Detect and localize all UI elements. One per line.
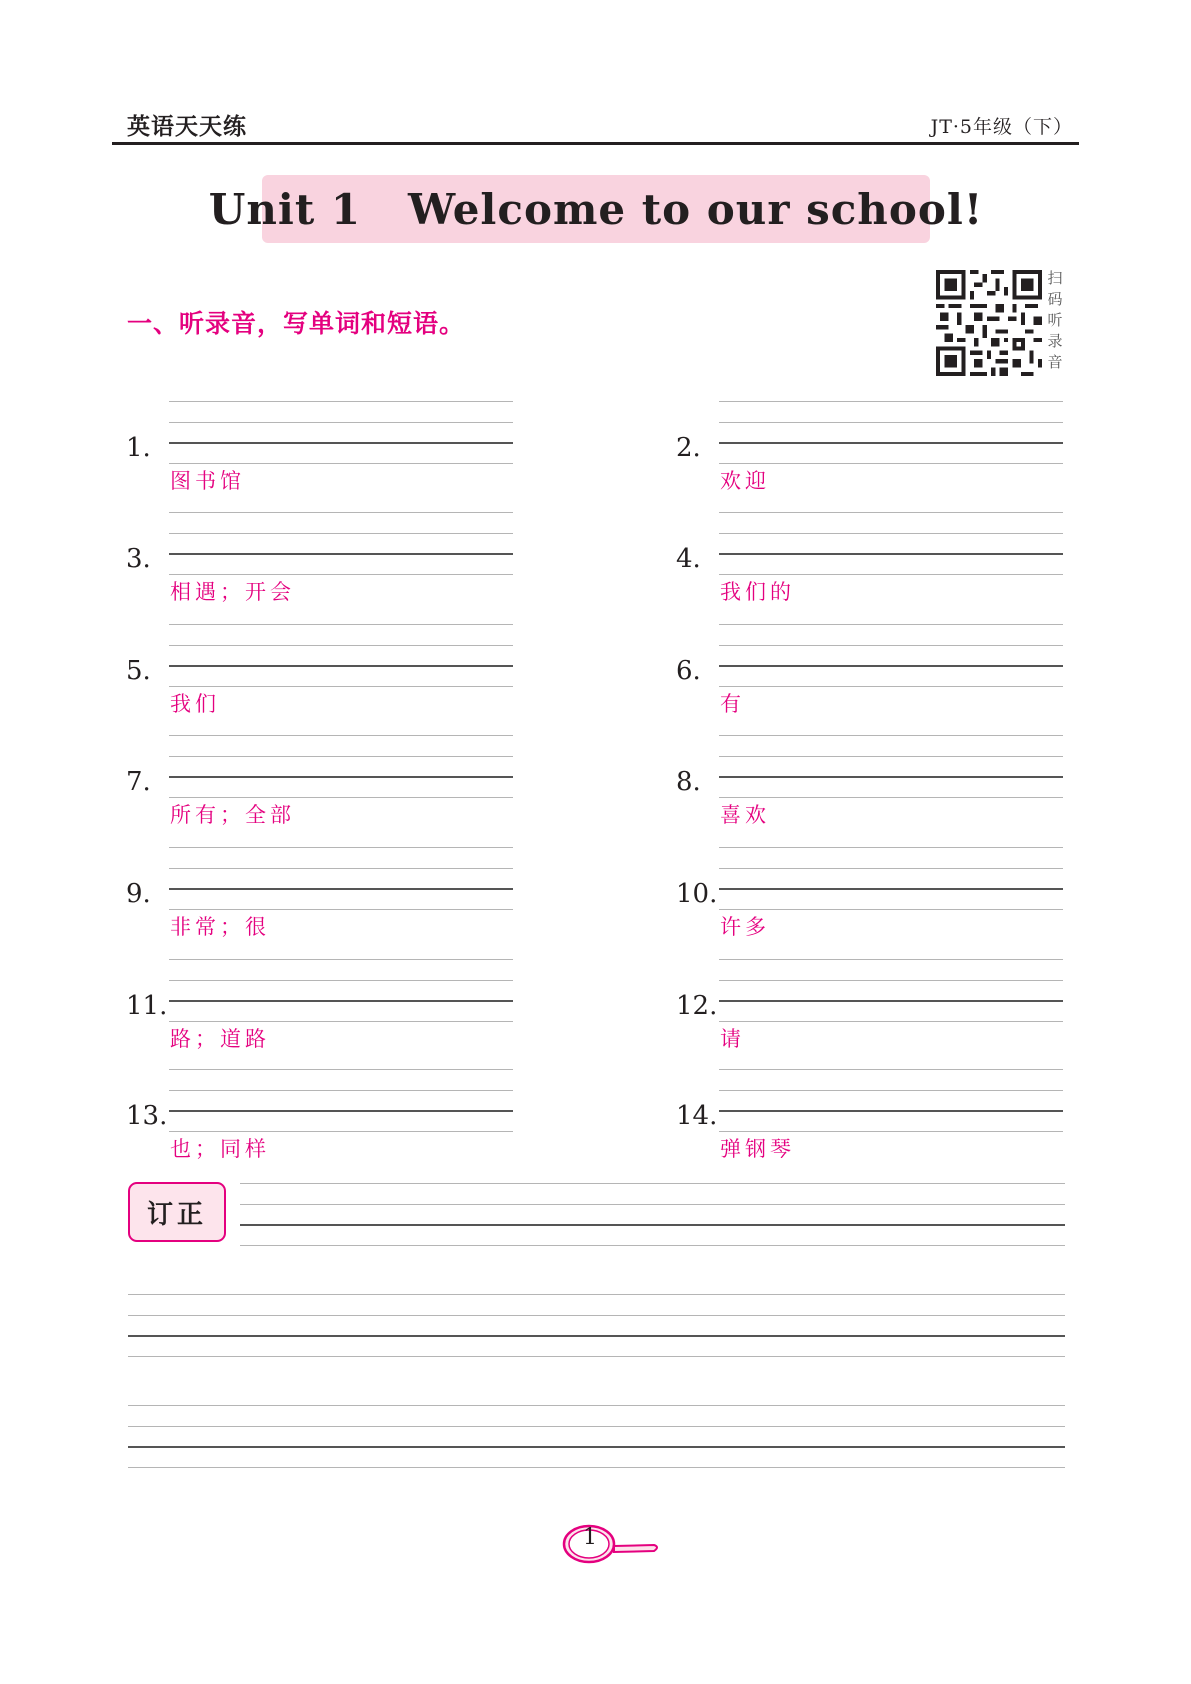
- item-gloss: 所有；全部: [170, 803, 295, 827]
- qr-caption-char: 音: [1047, 353, 1063, 371]
- exercise-item: [676, 620, 1146, 730]
- qr-caption-char: 听: [1047, 311, 1063, 329]
- exercise-item: [126, 397, 596, 507]
- answer-line[interactable]: [719, 776, 1063, 778]
- answer-line[interactable]: [719, 442, 1063, 444]
- answer-line[interactable]: [719, 1000, 1063, 1002]
- item-gloss: 许多: [720, 915, 770, 939]
- item-number: 4.: [676, 544, 701, 574]
- item-gloss: 路；道路: [170, 1027, 270, 1051]
- item-number: 7.: [126, 767, 151, 797]
- answer-line[interactable]: [169, 1000, 513, 1002]
- exercise-item: [126, 508, 596, 618]
- answer-line[interactable]: [719, 888, 1063, 890]
- answer-line[interactable]: [719, 1110, 1063, 1112]
- qr-caption-char: 码: [1047, 290, 1063, 308]
- correction-line[interactable]: [128, 1446, 1065, 1448]
- correction-badge: [128, 1182, 226, 1242]
- exercise-item: [126, 731, 596, 841]
- item-gloss: 我们的: [720, 580, 795, 604]
- exercise-item: [676, 1065, 1146, 1175]
- exercise-item: [676, 955, 1146, 1065]
- exercise-item: [676, 843, 1146, 953]
- answer-line[interactable]: [719, 665, 1063, 667]
- correction-label: 订正: [146, 1199, 207, 1230]
- exercise-item: [126, 955, 596, 1065]
- item-gloss: 也；同样: [170, 1137, 270, 1161]
- item-gloss: 我们: [170, 692, 220, 716]
- item-number: 12.: [676, 991, 718, 1021]
- item-number: 13.: [126, 1101, 168, 1131]
- item-gloss: 图书馆: [170, 469, 245, 493]
- answer-line[interactable]: [169, 888, 513, 890]
- item-number: 1.: [126, 433, 151, 463]
- exercise-item: [126, 843, 596, 953]
- item-number: 3.: [126, 544, 151, 574]
- item-gloss: 欢迎: [720, 469, 770, 493]
- exercise-item: [676, 508, 1146, 618]
- item-number: 8.: [676, 767, 701, 797]
- answer-line[interactable]: [169, 776, 513, 778]
- item-number: 6.: [676, 656, 701, 686]
- answer-line[interactable]: [169, 665, 513, 667]
- page-number: 1: [583, 1525, 597, 1550]
- item-gloss: 请: [720, 1027, 745, 1051]
- item-gloss: 有: [720, 692, 745, 716]
- answer-line[interactable]: [169, 442, 513, 444]
- answer-line[interactable]: [169, 553, 513, 555]
- section-heading: 一、听录音，写单词和短语。: [127, 309, 466, 338]
- header-divider: [112, 142, 1079, 145]
- unit-title: Unit 1 Welcome to our school!: [208, 184, 984, 234]
- exercise-item: [676, 397, 1146, 507]
- qr-caption-char: 扫: [1047, 269, 1063, 287]
- item-gloss: 弹钢琴: [720, 1137, 795, 1161]
- qr-caption-char: 录: [1047, 332, 1063, 350]
- qr-code-icon[interactable]: [936, 270, 1042, 376]
- item-number: 5.: [126, 656, 151, 686]
- exercise-item: [126, 1065, 596, 1175]
- qr-caption: [1046, 268, 1064, 373]
- book-title: 英语天天练: [127, 114, 247, 140]
- answer-line[interactable]: [169, 1110, 513, 1112]
- item-gloss: 喜欢: [720, 803, 770, 827]
- item-gloss: 非常；很: [170, 915, 270, 939]
- item-number: 14.: [676, 1101, 718, 1131]
- unit-title-banner: [208, 175, 984, 243]
- item-number: 2.: [676, 433, 701, 463]
- item-number: 9.: [126, 879, 151, 909]
- item-number: 10.: [676, 879, 718, 909]
- grade-label: JT·5年级（下）: [930, 116, 1073, 138]
- correction-line[interactable]: [240, 1224, 1065, 1226]
- correction-line[interactable]: [128, 1335, 1065, 1337]
- item-number: 11.: [126, 991, 168, 1021]
- item-gloss: 相遇；开会: [170, 580, 295, 604]
- exercise-item: [676, 731, 1146, 841]
- exercise-item: [126, 620, 596, 730]
- answer-line[interactable]: [719, 553, 1063, 555]
